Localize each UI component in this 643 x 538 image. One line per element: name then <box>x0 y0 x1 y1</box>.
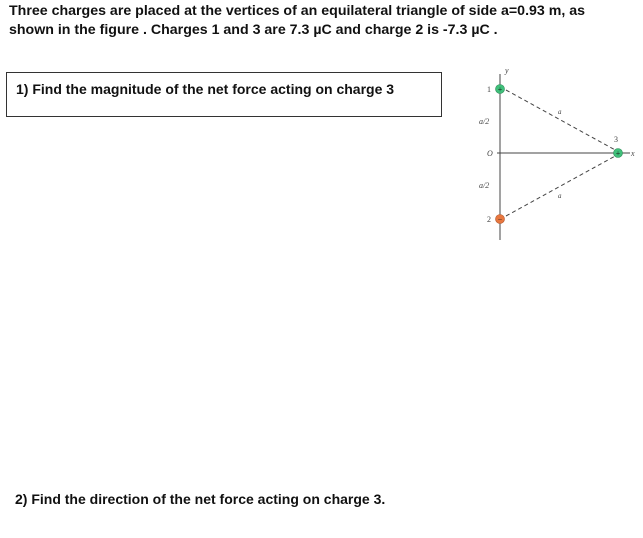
charge-2-label: 2 <box>487 215 491 224</box>
charge-3-sign: + <box>615 149 621 158</box>
y-axis-label: y <box>505 66 509 75</box>
side-bottom-label: a <box>558 192 562 200</box>
question-1-text: 1) Find the magnitude of the net force acting on charge 3 <box>16 81 395 97</box>
figure-svg <box>470 62 640 242</box>
side-top-label: a <box>558 108 562 116</box>
charge-triangle-figure <box>470 62 640 242</box>
problem-line-2: shown in the figure . Charges 1 and 3 are 7.3 µC and charge 2 is -7.3 µC . <box>9 22 498 38</box>
problem-line-1: Three charges are placed at the vertices of an equilateral triangle of side a=0.93 m, as <box>9 3 586 19</box>
problem-statement <box>9 2 637 40</box>
charge-1-label: 1 <box>487 85 491 94</box>
side-1-3-dashed <box>506 90 617 151</box>
x-axis-label: x <box>631 149 635 158</box>
charge-1-sign: + <box>497 85 503 94</box>
origin-label: O <box>487 149 493 158</box>
half-side-top-label: a/2 <box>479 117 490 126</box>
half-side-bottom-label: a/2 <box>479 181 490 190</box>
charge-2-sign: − <box>497 215 503 224</box>
charge-3-label: 3 <box>614 135 618 144</box>
question-2-text: 2) Find the direction of the net force acting on charge 3. <box>15 491 386 507</box>
side-2-3-dashed <box>506 155 617 216</box>
question-1-box <box>6 72 442 117</box>
